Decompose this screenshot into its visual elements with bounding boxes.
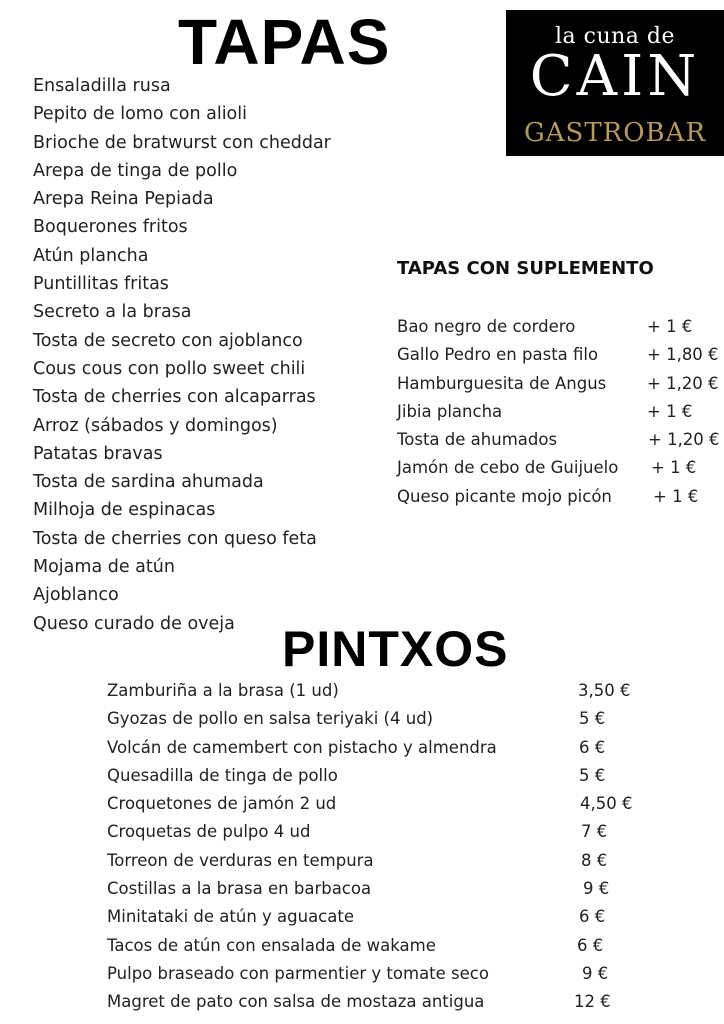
- pintxos-item-name: Croquetas de pulpo 4 ud: [107, 822, 311, 842]
- pintxos-item-name: Costillas a la brasa en barbacoa: [107, 879, 372, 899]
- suplemento-item-price: + 1,80 €: [647, 345, 719, 365]
- tapas-item: Cous cous con pollo sweet chili: [33, 358, 306, 379]
- tapas-item: Tosta de cherries con queso feta: [33, 528, 317, 549]
- suplemento-item-name: Jibia plancha: [397, 401, 503, 421]
- suplemento-item-name: Gallo Pedro en pasta filo: [397, 345, 599, 365]
- tapas-item: Queso curado de oveja: [33, 613, 235, 634]
- tapas-item: Puntillitas fritas: [33, 274, 169, 295]
- suplemento-item-price: + 1 €: [651, 458, 697, 478]
- tapas-item: Pepito de lomo con alioli: [33, 104, 247, 125]
- suplemento-list: [397, 313, 724, 511]
- pintxos-item: [107, 932, 667, 960]
- pintxos-item-name: Minitataki de atún y aguacate: [107, 907, 354, 927]
- pintxos-item: [107, 762, 667, 790]
- pintxos-item-name: Volcán de camembert con pistacho y almendra: [107, 737, 497, 757]
- suplemento-item: [397, 483, 724, 511]
- pintxos-item-name: Pulpo braseado con parmentier y tomate seco: [107, 963, 489, 983]
- pintxos-item: [107, 875, 667, 903]
- pintxos-item-price: 9 €: [583, 879, 610, 899]
- tapas-item: Brioche de bratwurst con cheddar: [33, 132, 331, 153]
- logo-line-1: la cuna de: [554, 24, 676, 49]
- pintxos-item: [107, 903, 667, 931]
- tapas-item: Tosta de cherries con alcaparras: [33, 387, 316, 408]
- suplemento-item-price: + 1 €: [647, 401, 693, 421]
- pintxos-item: [107, 790, 667, 818]
- tapas-item: Ensaladilla rusa: [33, 76, 171, 96]
- pintxos-item-price: 8 €: [581, 850, 608, 870]
- pintxos-item-name: Tacos de atún con ensalada de wakame: [107, 935, 436, 955]
- tapas-item: Atún plancha: [33, 245, 149, 266]
- tapas-item: Arepa de tinga de pollo: [33, 160, 238, 181]
- tapas-item: Arepa Reina Pepiada: [33, 189, 214, 210]
- pintxos-item-price: 7 €: [581, 822, 608, 842]
- tapas-list: [33, 72, 331, 638]
- pintxos-item-name: Quesadilla de tinga de pollo: [107, 765, 338, 785]
- suplemento-item-price: + 1 €: [647, 317, 693, 336]
- pintxos-item-name: Torreon de verduras en tempura: [107, 850, 374, 870]
- tapas-item: Tosta de sardina ahumada: [33, 472, 264, 493]
- tapas-item: Tosta de secreto con ajoblanco: [33, 330, 303, 351]
- pintxos-item-price: 6 €: [577, 935, 604, 955]
- pintxos-item-price: 6 €: [579, 907, 606, 927]
- logo: [506, 10, 724, 156]
- suplemento-item: [397, 426, 724, 454]
- pintxos-title: PINTXOS: [282, 621, 509, 677]
- pintxos-item-price: 6 €: [579, 737, 606, 757]
- pintxos-item: [107, 988, 667, 1016]
- pintxos-item-name: Gyozas de pollo en salsa teriyaki (4 ud): [107, 709, 434, 729]
- tapas-item: Patatas bravas: [33, 443, 163, 464]
- pintxos-item: [107, 847, 667, 875]
- pintxos-item-name: Zamburiña a la brasa (1 ud): [107, 681, 339, 700]
- pintxos-item: [107, 734, 667, 762]
- suplemento-item-name: Hamburguesita de Angus: [397, 373, 607, 393]
- suplemento-item: [397, 341, 724, 369]
- logo-line-3: GASTROBAR: [523, 118, 707, 148]
- tapas-item: Ajoblanco: [33, 585, 119, 606]
- tapas-title: TAPAS: [178, 6, 391, 78]
- pintxos-item: [107, 960, 667, 988]
- pintxos-item: [107, 705, 667, 733]
- pintxos-item-price: 5 €: [579, 765, 606, 785]
- suplemento-item-name: Bao negro de cordero: [397, 317, 576, 336]
- pintxos-item: [107, 677, 667, 705]
- tapas-item: Mojama de atún: [33, 557, 175, 578]
- suplemento-item-price: + 1,20 €: [648, 430, 720, 450]
- pintxos-item-price: 9 €: [582, 963, 609, 983]
- suplemento-item: [397, 370, 724, 398]
- suplemento-item: [397, 313, 724, 341]
- tapas-item: Secreto a la brasa: [33, 302, 192, 323]
- suplemento-item-name: Tosta de ahumados: [397, 430, 558, 450]
- pintxos-item-price: 5 €: [579, 709, 606, 729]
- pintxos-item-name: Magret de pato con salsa de mostaza antigua: [107, 992, 485, 1012]
- suplemento-item-name: Queso picante mojo picón: [397, 486, 612, 506]
- suplemento-item-name: Jamón de cebo de Guijuelo: [397, 458, 619, 478]
- pintxos-item-price: 3,50 €: [578, 681, 631, 700]
- pintxos-item-price: 12 €: [574, 992, 611, 1012]
- pintxos-item-name: Croquetones de jamón 2 ud: [107, 794, 337, 814]
- pintxos-list: [107, 677, 667, 1017]
- suplemento-item: [397, 454, 724, 482]
- logo-line-2: CAIN: [529, 44, 701, 109]
- suplemento-title: TAPAS CON SUPLEMENTO: [397, 258, 654, 279]
- suplemento-item-price: + 1,20 €: [647, 373, 719, 393]
- pintxos-item: [107, 818, 667, 846]
- tapas-item: Boquerones fritos: [33, 217, 188, 238]
- tapas-item: Arroz (sábados y domingos): [33, 415, 278, 436]
- suplemento-item: [397, 398, 724, 426]
- tapas-item: Milhoja de espinacas: [33, 500, 216, 521]
- pintxos-item-price: 4,50 €: [580, 794, 633, 814]
- suplemento-item-price: + 1 €: [653, 486, 699, 506]
